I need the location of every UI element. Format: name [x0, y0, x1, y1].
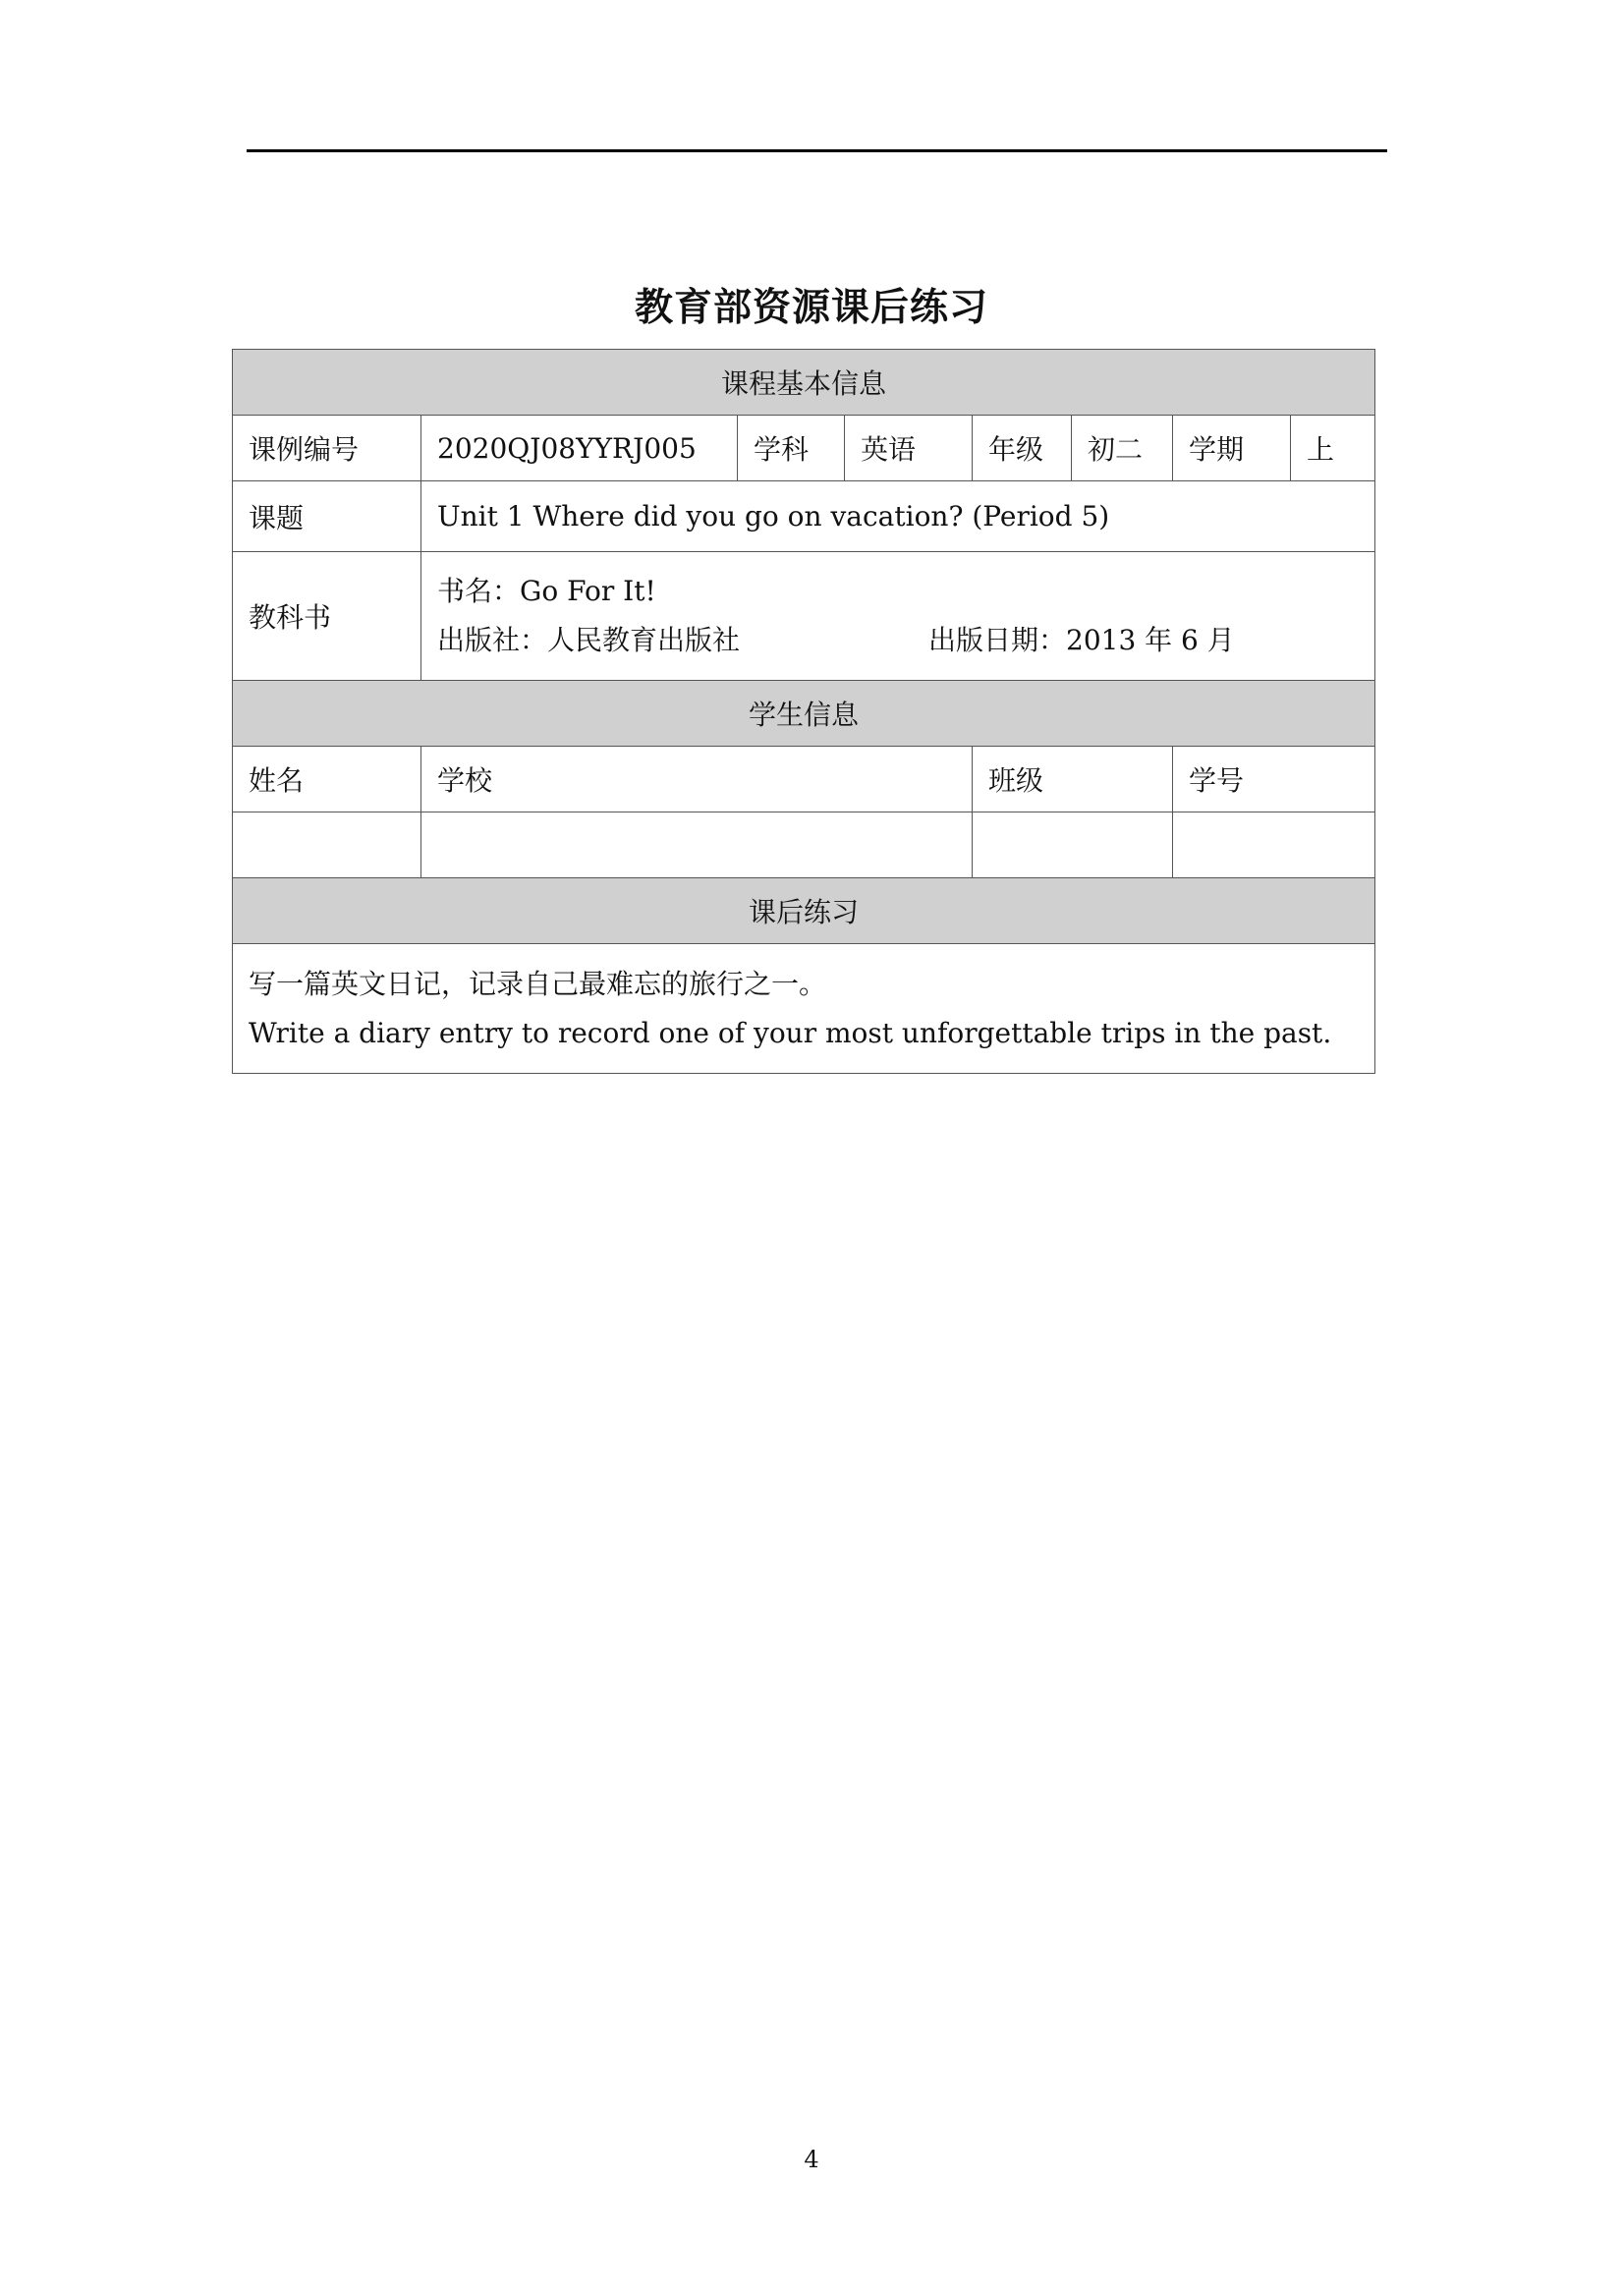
student-values-row	[233, 812, 1375, 878]
student-info-header-row	[233, 681, 1375, 747]
student-no-field[interactable]	[1173, 812, 1375, 878]
topic-value: Unit 1 Where did you go on vacation? (Period 5)	[421, 481, 1375, 552]
class-label: 班级	[973, 747, 1173, 812]
exercise-section-title: 课后练习	[233, 878, 1375, 944]
grade-label: 年级	[973, 416, 1072, 481]
textbook-row	[233, 552, 1375, 681]
exercise-row	[233, 944, 1375, 1074]
exercise-text-cn: 写一篇英文日记，记录自己最难忘的旅行之一。	[249, 967, 827, 1000]
publication-line	[437, 616, 1359, 665]
case-row	[233, 416, 1375, 481]
publication-date: 出版日期：2013 年 6 月	[928, 624, 1235, 656]
book-name: 书名：Go For It!	[437, 575, 656, 607]
subject-label: 学科	[738, 416, 845, 481]
subject-value: 英语	[845, 416, 973, 481]
exercise-header-row	[233, 878, 1375, 944]
student-info-section-title: 学生信息	[233, 681, 1375, 747]
exercise-content	[233, 944, 1375, 1074]
course-info-section-title: 课程基本信息	[233, 350, 1375, 416]
exercise-text-en: Write a diary entry to record one of your most unforgettable trips in the past.	[249, 1016, 1332, 1049]
term-value: 上	[1291, 416, 1375, 481]
publisher: 出版社：人民教育出版社	[437, 624, 741, 656]
name-field[interactable]	[233, 812, 421, 878]
grade-value: 初二	[1072, 416, 1173, 481]
page-number: 4	[804, 2146, 819, 2173]
school-field[interactable]	[421, 812, 973, 878]
case-no-label: 课例编号	[233, 416, 421, 481]
page-title: 教育部资源课后练习	[634, 285, 988, 330]
course-info-header-row	[233, 350, 1375, 416]
topic-label: 课题	[233, 481, 421, 552]
student-labels-row	[233, 747, 1375, 812]
name-label: 姓名	[233, 747, 421, 812]
topic-row	[233, 481, 1375, 552]
course-form-table	[232, 349, 1375, 1074]
class-field[interactable]	[973, 812, 1173, 878]
textbook-label: 教科书	[233, 552, 421, 681]
term-label: 学期	[1173, 416, 1291, 481]
school-label: 学校	[421, 747, 973, 812]
case-no-value: 2020QJ08YYRJ005	[421, 416, 738, 481]
textbook-details	[421, 552, 1375, 681]
header-rule	[247, 149, 1387, 152]
student-no-label: 学号	[1173, 747, 1375, 812]
